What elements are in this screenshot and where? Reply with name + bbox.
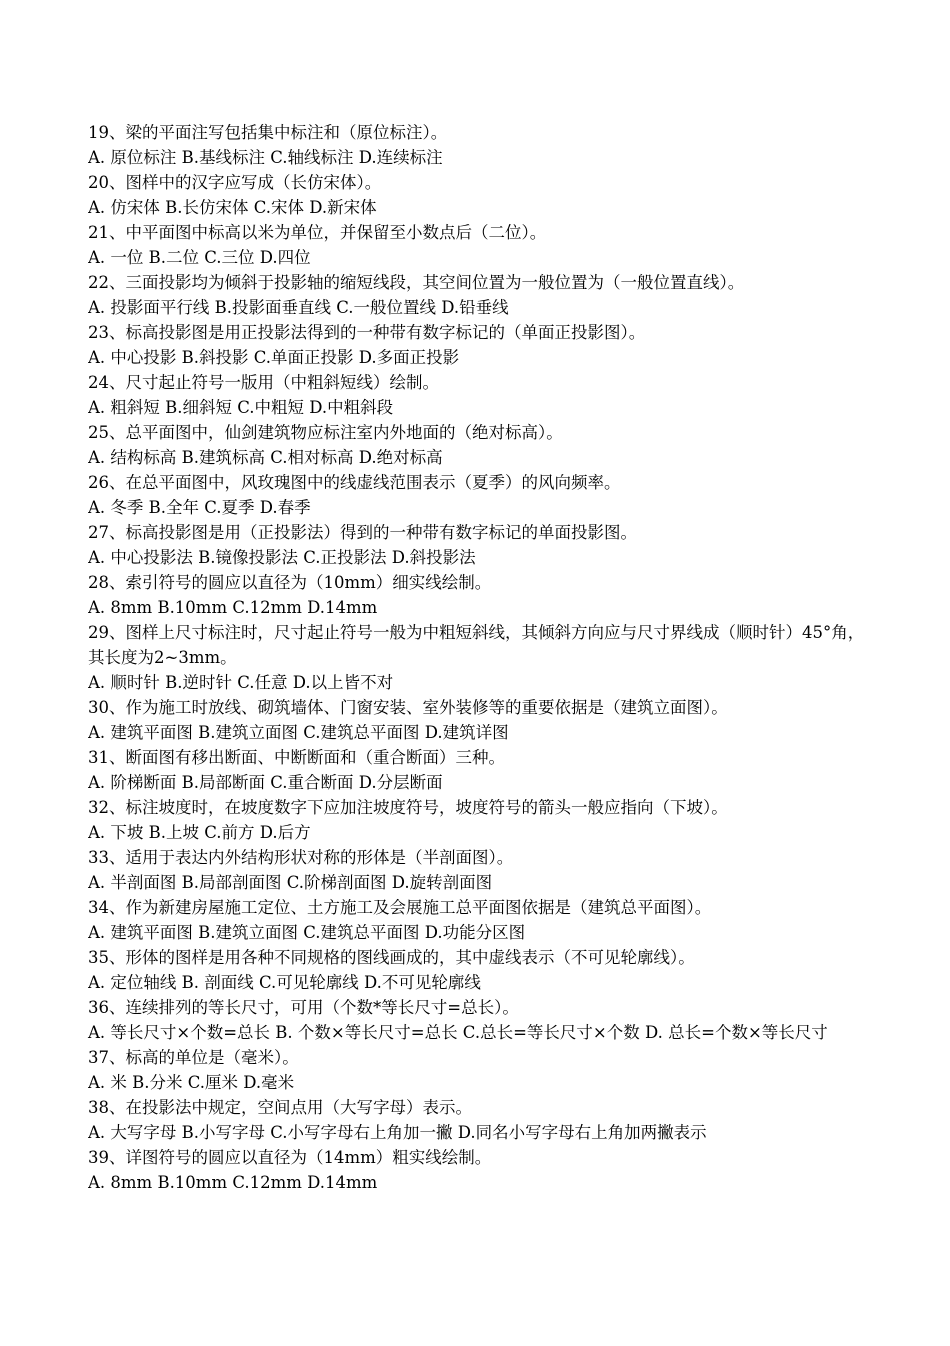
answer-options: A. 冬季 B.全年 C.夏季 D.春季 — [88, 498, 311, 517]
question-36 — [88, 995, 873, 1045]
question-text: 30、作为施工时放线、砌筑墙体、门窗安装、室外装修等的重要依据是（建筑立面图）。 — [88, 698, 728, 717]
question-34 — [88, 895, 873, 945]
question-text: 28、索引符号的圆应以直径为（10mm）细实线绘制。 — [88, 573, 492, 592]
question-39 — [88, 1145, 873, 1195]
answer-options: A. 等长尺寸×个数=总长 B. 个数×等长尺寸=总长 C.总长=等长尺寸×个数 D. 总长=个数×等长尺寸 — [88, 1023, 828, 1042]
question-21 — [88, 220, 873, 270]
question-24 — [88, 370, 873, 420]
question-text: 21、中平面图中标高以米为单位，并保留至小数点后（二位）。 — [88, 223, 547, 242]
answer-options: A. 中心投影 B.斜投影 C.单面正投影 D.多面正投影 — [88, 348, 460, 367]
question-23 — [88, 320, 873, 370]
answer-options: A. 米 B.分米 C.厘米 D.毫米 — [88, 1073, 295, 1092]
question-32 — [88, 795, 873, 845]
question-28 — [88, 570, 873, 620]
question-37 — [88, 1045, 873, 1095]
answer-options: A. 半剖面图 B.局部剖面图 C.阶梯剖面图 D.旋转剖面图 — [88, 873, 493, 892]
answer-options: A. 原位标注 B.基线标注 C.轴线标注 D.连续标注 — [88, 148, 443, 167]
answer-options: A. 投影面平行线 B.投影面垂直线 C.一般位置线 D.铅垂线 — [88, 298, 509, 317]
answer-options: A. 中心投影法 B.镜像投影法 C.正投影法 D.斜投影法 — [88, 548, 476, 567]
answer-options: A. 建筑平面图 B.建筑立面图 C.建筑总平面图 D.功能分区图 — [88, 923, 526, 942]
question-text: 33、适用于表达内外结构形状对称的形体是（半剖面图）。 — [88, 848, 514, 867]
question-text: 20、图样中的汉字应写成（长仿宋体）。 — [88, 173, 382, 192]
question-text: 22、三面投影均为倾斜于投影轴的缩短线段，其空间位置为一般位置为（一般位置直线）。 — [88, 273, 745, 292]
answer-options: A. 结构标高 B.建筑标高 C.相对标高 D.绝对标高 — [88, 448, 443, 467]
question-text: 32、标注坡度时，在坡度数字下应加注坡度符号，坡度符号的箭头一般应指向（下坡）。 — [88, 798, 728, 817]
answer-options: A. 阶梯断面 B.局部断面 C.重合断面 D.分层断面 — [88, 773, 443, 792]
question-text: 27、标高投影图是用（正投影法）得到的一种带有数字标记的单面投影图。 — [88, 523, 637, 542]
question-text: 36、连续排列的等长尺寸，可用（个数*等长尺寸=总长）。 — [88, 998, 519, 1017]
question-text: 24、尺寸起止符号一版用（中粗斜短线）绘制。 — [88, 373, 439, 392]
question-33 — [88, 845, 873, 895]
question-27 — [88, 520, 873, 570]
question-text: 23、标高投影图是用正投影法得到的一种带有数字标记的（单面正投影图）。 — [88, 323, 646, 342]
answer-options: A. 粗斜短 B.细斜短 C.中粗短 D.中粗斜段 — [88, 398, 394, 417]
question-25 — [88, 420, 873, 470]
question-22 — [88, 270, 873, 320]
question-text: 35、形体的图样是用各种不同规格的图线画成的，其中虚线表示（不可见轮廓线）。 — [88, 948, 695, 967]
answer-options: A. 大写字母 B.小写字母 C.小写字母右上角加一撇 D.同名小写字母右上角加两撇表示 — [88, 1123, 707, 1142]
question-29 — [88, 620, 873, 695]
answer-options: A. 8mm B.10mm C.12mm D.14mm — [88, 1173, 378, 1192]
question-19 — [88, 120, 873, 170]
question-text: 31、断面图有移出断面、中断断面和（重合断面）三种。 — [88, 748, 505, 767]
question-text: 26、在总平面图中，风玫瑰图中的线虚线范围表示（夏季）的风向频率。 — [88, 473, 621, 492]
question-text: 29、图样上尺寸标注时，尺寸起止符号一般为中粗短斜线，其倾斜方向应与尺寸界线成（顺时针）45°角，其长度为2~3mm。 — [88, 623, 865, 667]
answer-options: A. 下坡 B.上坡 C.前方 D.后方 — [88, 823, 311, 842]
answer-options: A. 8mm B.10mm C.12mm D.14mm — [88, 598, 378, 617]
question-20 — [88, 170, 873, 220]
question-list — [88, 120, 873, 1195]
question-text: 25、总平面图中，仙剑建筑物应标注室内外地面的（绝对标高）。 — [88, 423, 563, 442]
question-35 — [88, 945, 873, 995]
answer-options: A. 定位轴线 B. 剖面线 C.可见轮廓线 D.不可见轮廓线 — [88, 973, 481, 992]
answer-options: A. 建筑平面图 B.建筑立面图 C.建筑总平面图 D.建筑详图 — [88, 723, 509, 742]
question-38 — [88, 1095, 873, 1145]
answer-options: A. 仿宋体 B.长仿宋体 C.宋体 D.新宋体 — [88, 198, 377, 217]
question-text: 39、详图符号的圆应以直径为（14mm）粗实线绘制。 — [88, 1148, 492, 1167]
question-text: 38、在投影法中规定，空间点用（大写字母）表示。 — [88, 1098, 472, 1117]
question-26 — [88, 470, 873, 520]
question-text: 37、标高的单位是（毫米）。 — [88, 1048, 299, 1067]
question-text: 19、梁的平面注写包括集中标注和（原位标注）。 — [88, 123, 448, 142]
question-31 — [88, 745, 873, 795]
question-text: 34、作为新建房屋施工定位、土方施工及会展施工总平面图依据是（建筑总平面图）。 — [88, 898, 712, 917]
answer-options: A. 顺时针 B.逆时针 C.任意 D.以上皆不对 — [88, 673, 394, 692]
question-30 — [88, 695, 873, 745]
answer-options: A. 一位 B.二位 C.三位 D.四位 — [88, 248, 311, 267]
